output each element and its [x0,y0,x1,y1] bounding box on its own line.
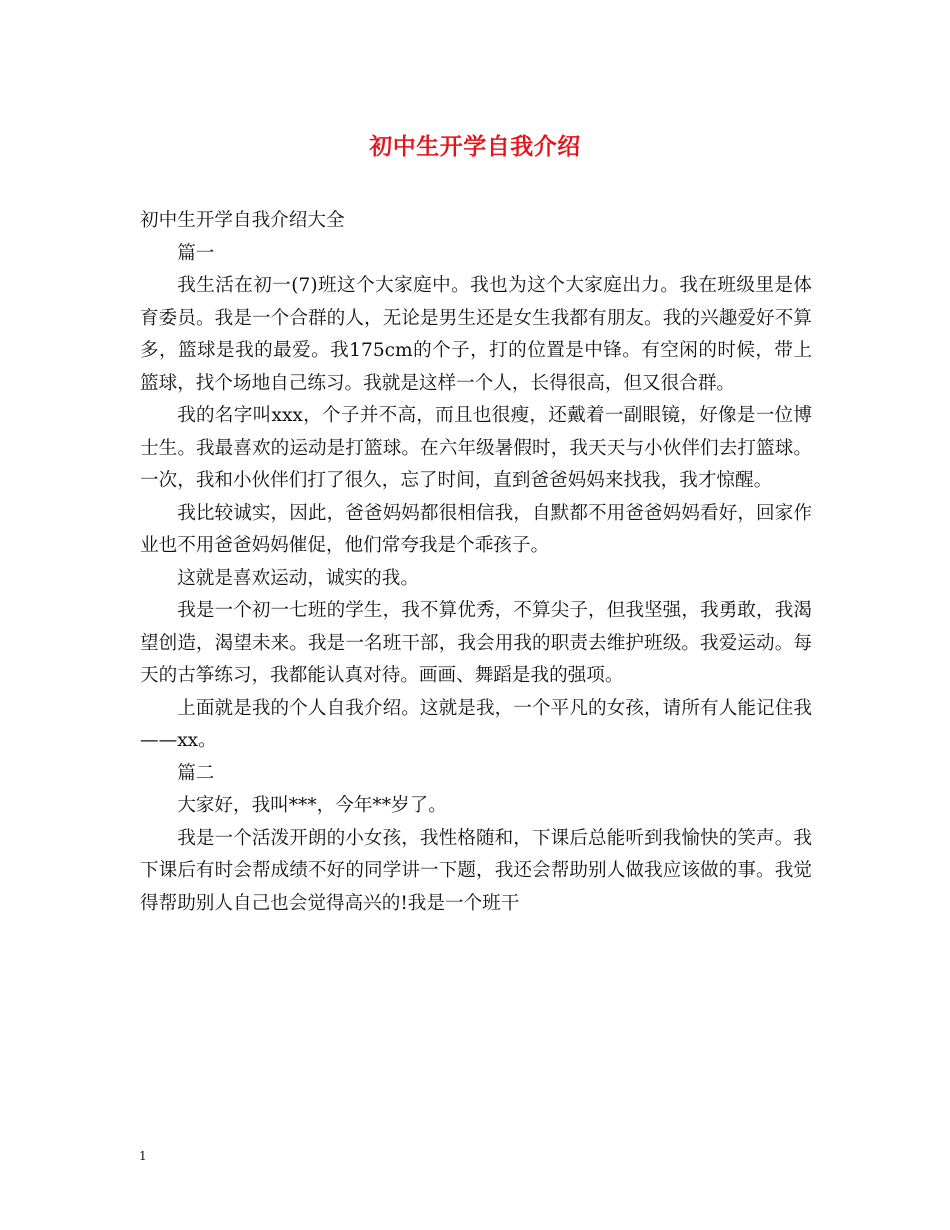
body-paragraph: 上面就是我的个人自我介绍。这就是我，一个平凡的女孩，请所有人能记住我——xx。 [140,697,812,751]
document-title: 初中生开学自我介绍 [369,133,581,160]
subtitle-paragraph: 初中生开学自我介绍大全 [140,210,345,231]
document-body [140,205,812,920]
page-number: 1 [139,1149,147,1163]
body-paragraph: 我是一个活泼开朗的小女孩，我性格随和，下课后总能听到我愉快的笑声。我下课后有时会帮成绩不好的同学讲一下题，我还会帮助别人做我应该做的事。我觉得帮助别人自己也会觉得高兴的!我是一个班干 [140,827,812,914]
body-paragraph: 这就是喜欢运动，诚实的我。 [177,567,419,589]
section-heading-2: 篇二 [177,762,215,784]
body-paragraph: 我是一个初一七班的学生，我不算优秀，不算尖子，但我坚强，我勇敢，我渴望创造，渴望未来。我是一名班干部，我会用我的职责去维护班级。我爱运动。每天的古筝练习，我都能认真对待。画画、舞蹈是我的强项。 [140,600,812,686]
body-paragraph: 大家好，我叫***，今年**岁了。 [177,795,447,816]
body-paragraph: 我比较诚实，因此，爸爸妈妈都很相信我，自默都不用爸爸妈妈看好，回家作业也不用爸爸妈妈催促，他们常夸我是个乖孩子。 [140,502,812,556]
body-paragraph: 我生活在初一(7)班这个大家庭中。我也为这个大家庭出力。我在班级里是体育委员。我是一个合群的人，无论是男生还是女生我都有朋友。我的兴趣爱好不算多，篮球是我的最爱。我175cm的个子，打的位置是中锋。有空闲的时候，带上篮球，找个场地自己练习。我就是这样一个人，长得很高，但又很合群。 [140,275,812,394]
body-paragraph: 我的名字叫xxx，个子并不高，而且也很瘦，还戴着一副眼镜，好像是一位博士生。我最喜欢的运动是打篮球。在六年级暑假时，我天天与小伙伴们去打篮球。一次，我和小伙伴们打了很久，忘了时间，直到爸爸妈妈来找我，我才惊醒。 [140,405,812,491]
section-heading-1: 篇一 [177,242,215,264]
